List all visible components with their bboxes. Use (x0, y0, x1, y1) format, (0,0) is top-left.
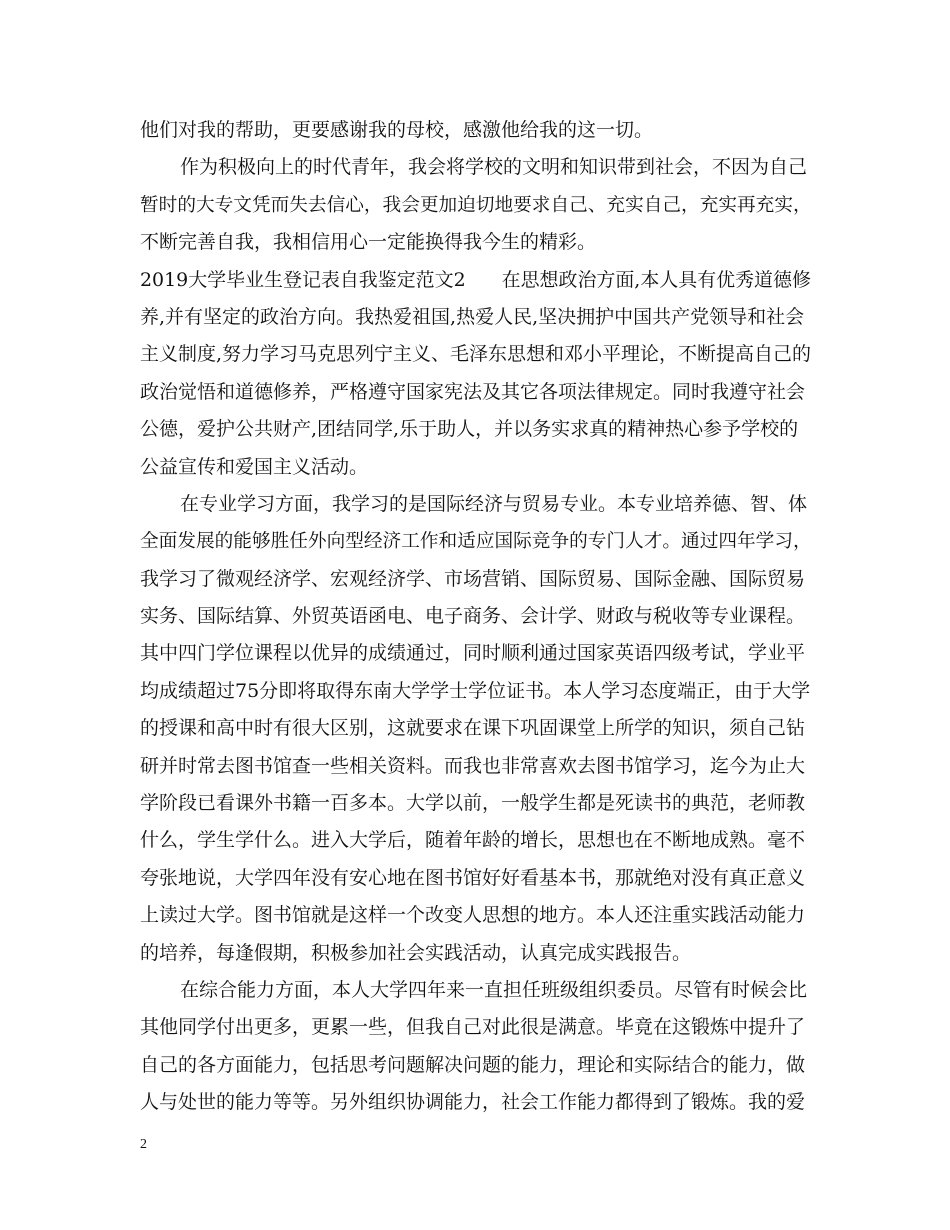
text-line (140, 822, 812, 859)
text-line-content: 我学习了微观经济学、宏观经济学、市场营销、国际贸易、国际金融、国际贸易 (140, 567, 806, 590)
text-line (140, 935, 812, 972)
text-line-content: 不断完善自我，我相信用心一定能换得我今生的精彩。 (140, 231, 597, 254)
text-line-content: 在专业学习方面，我学习的是国际经济与贸易专业。本专业培养德、智、体 (180, 492, 808, 515)
text-line-content: 他们对我的帮助，更要感谢我的母校，感激他给我的这一切。 (140, 119, 654, 141)
text-line (140, 598, 812, 635)
text-line (140, 748, 812, 785)
text-line-content: 自己的各方面能力，包括思考问题解决问题的能力，理论和实际结合的能力，做 (140, 1053, 806, 1076)
text-line (140, 860, 812, 897)
text-line (140, 299, 812, 336)
text-line (140, 149, 812, 186)
text-line (140, 972, 812, 1009)
text-line-content: 研并时常去图书馆查一些相关资料。而我也非常喜欢去图书馆学习，迄今为止大 (140, 754, 806, 777)
text-line (140, 1047, 812, 1084)
text-line-content: 的培养，每逢假期，积极参加社会实践活动，认真完成实践报告。 (140, 941, 692, 964)
text-line-content: 学阶段已看课外书籍一百多本。大学以前，一般学生都是死读书的典范，老师教 (140, 792, 806, 815)
text-line-content: 公益宣传和爱国主义活动。 (140, 455, 369, 478)
text-line-content: 夸张地说，大学四年没有安心地在图书馆好好看基本书，那就绝对没有真正意义 (140, 866, 806, 889)
text-line (140, 187, 812, 224)
text-line-content: 的授课和高中时有很大区别，这就要求在课下巩固课堂上所学的知识，须自己钻 (140, 717, 806, 740)
text-line-content: 作为积极向上的时代青年，我会将学校的文明和知识带到社会，不因为自己 (180, 156, 808, 179)
text-line-content: 全面发展的能够胜任外向型经济工作和适应国际竞争的专门人才。通过四年学习， (140, 531, 812, 553)
text-line (140, 374, 812, 411)
text-line (140, 710, 812, 747)
text-line-content: 什么，学生学什么。进入大学后，随着年龄的增长，思想也在不断地成熟。毫不 (140, 829, 806, 852)
text-line (140, 486, 812, 523)
text-line-content: 人与处世的能力等等。另外组织协调能力，社会工作能力都得到了锻炼。我的爱 (140, 1091, 806, 1114)
body-text (140, 112, 812, 1122)
text-line-content: 公德，爱护公共财产,团结同学,乐于助人，并以务实求真的精神热心参予学校的 (140, 418, 799, 441)
text-line (140, 897, 812, 934)
text-line-content: 养,并有坚定的政治方向。我热爱祖国,热爱人民,坚决拥护中国共产党领导和社会 (140, 305, 805, 328)
text-line (140, 449, 812, 486)
page-number: 2 (140, 1137, 147, 1152)
text-line-content: 其他同学付出更多，更累一些，但我自己对此很是满意。毕竟在这锻炼中提升了 (140, 1016, 806, 1039)
text-line-content: 上读过大学。图书馆就是这样一个改变人思想的地方。本人还注重实践活动能力 (140, 904, 806, 927)
text-line (140, 262, 812, 299)
text-line-content: 其中四门学位课程以优异的成绩通过，同时顺利通过国家英语四级考试，学业平 (140, 642, 806, 665)
text-line (140, 561, 812, 598)
text-line (140, 635, 812, 672)
text-line (140, 523, 812, 560)
text-line-content: 暂时的大专文凭而失去信心，我会更加迫切地要求自己、充实自己，充实再充实， (140, 194, 812, 216)
text-line-content: 2019大学毕业生登记表自我鉴定范文2 (140, 268, 466, 291)
text-line (140, 785, 812, 822)
text-line (140, 1084, 812, 1121)
text-line (140, 411, 812, 448)
text-line (140, 112, 812, 149)
text-line (140, 673, 812, 710)
text-line (140, 1009, 812, 1046)
text-line (140, 224, 812, 261)
text-line-content: 主义制度,努力学习马克思列宁主义、毛泽东思想和邓小平理论，不断提高自己的 (140, 343, 812, 366)
text-line-content: 均成绩超过75分即将取得东南大学学士学位证书。本人学习态度端正，由于大学 (140, 679, 811, 702)
text-line (140, 336, 812, 373)
text-line-continuation: 在思想政治方面,本人具有优秀道德修 (501, 268, 811, 291)
text-line-content: 实务、国际结算、外贸英语函电、电子商务、会计学、财政与税收等专业课程。 (140, 605, 806, 628)
text-line-content: 在综合能力方面，本人大学四年来一直担任班级组织委员。尽管有时候会比 (180, 978, 808, 1001)
text-line-content: 政治觉悟和道德修养，严格遵守国家宪法及其它各项法律规定。同时我遵守社会 (140, 380, 806, 403)
